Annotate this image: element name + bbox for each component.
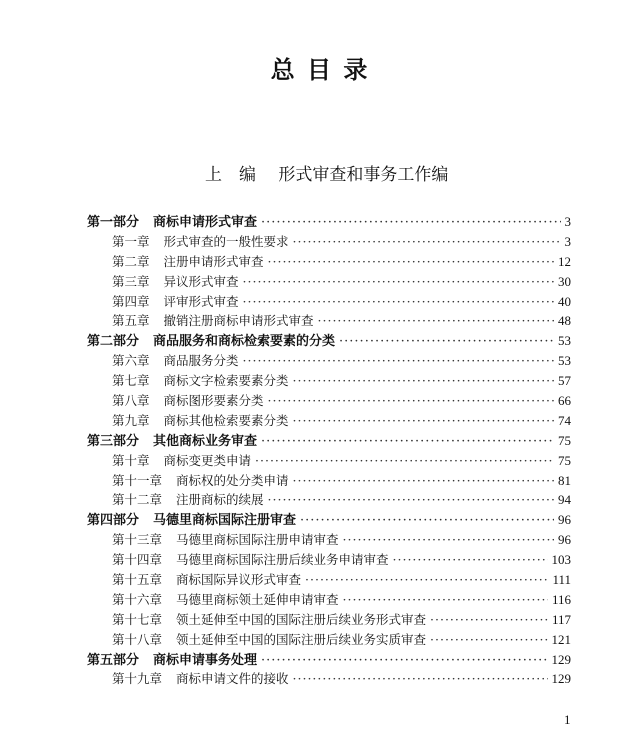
entry-title: 评审形式审查 (163, 293, 239, 309)
entry-number: 第五章 (112, 313, 150, 329)
entry-title: 马德里商标领土延伸申请审查 (176, 591, 339, 607)
entry-title: 商标申请事务处理 (153, 652, 258, 668)
entry-page: 3 (564, 214, 571, 229)
dot-leader (261, 432, 554, 452)
entry-number: 第一部分 (87, 215, 140, 230)
toc-entry-chapter (87, 252, 571, 272)
dot-leader (268, 252, 554, 272)
dot-leader (343, 530, 554, 550)
entry-number: 第十章 (112, 452, 150, 468)
entry-number: 第五部分 (87, 652, 140, 668)
dot-leader (343, 590, 548, 610)
entry-number: 第一章 (112, 233, 150, 249)
dot-leader (268, 391, 554, 411)
entry-number: 第十二章 (112, 492, 163, 508)
dot-leader (243, 272, 554, 292)
entry-page: 96 (558, 532, 571, 548)
dot-leader (268, 490, 554, 510)
entry-title: 领土延伸至中国的国际注册后续业务实质审查 (176, 631, 427, 647)
dot-leader (293, 669, 548, 689)
entry-number: 第十四章 (112, 552, 163, 568)
toc-entry-chapter (87, 311, 571, 331)
toc-entry-part (87, 650, 571, 670)
entry-page: 117 (551, 611, 571, 627)
dot-leader (261, 651, 547, 671)
entry-title: 形式审查的一般性要求 (163, 233, 289, 249)
entry-page: 103 (551, 552, 571, 568)
entry-page: 96 (558, 512, 571, 528)
entry-title: 商品服务和商标检索要素的分类 (153, 334, 336, 350)
entry-title: 商标申请形式审查 (153, 215, 258, 230)
entry-page: 12 (558, 253, 571, 269)
entry-page: 129 (551, 651, 571, 667)
entry-page: 30 (558, 273, 571, 289)
entry-page: 116 (551, 591, 571, 607)
toc-entry-chapter (87, 530, 571, 550)
toc-entry-chapter (87, 351, 571, 371)
table-of-contents (87, 212, 571, 689)
page-title: 总 目 录 (270, 55, 370, 84)
entry-page: 81 (558, 472, 571, 488)
entry-number: 第十八章 (112, 631, 163, 647)
toc-entry-chapter (87, 272, 571, 292)
entry-title: 其他商标业务审查 (153, 433, 258, 449)
entry-title: 商标其他检索要素分类 (163, 412, 289, 428)
dot-leader (305, 570, 548, 590)
entry-number: 第十六章 (112, 591, 163, 607)
entry-page: 57 (558, 373, 571, 389)
toc-entry-chapter (87, 570, 571, 590)
entry-title: 注册商标的续展 (176, 492, 264, 508)
dot-leader (393, 550, 548, 570)
entry-number: 第十五章 (112, 572, 163, 588)
entry-page: 75 (558, 452, 571, 468)
toc-entry-part (87, 331, 571, 351)
entry-page: 53 (558, 353, 571, 369)
entry-number: 第四部分 (87, 513, 140, 529)
entry-page: 66 (558, 393, 571, 409)
toc-entry-chapter (87, 391, 571, 411)
dot-leader (243, 292, 554, 312)
toc-entry-chapter (87, 630, 571, 650)
page-number: 1 (564, 712, 571, 727)
dot-leader (293, 232, 561, 252)
entry-number: 第九章 (112, 412, 150, 428)
toc-entry-chapter (87, 371, 571, 391)
dot-leader (300, 511, 554, 531)
entry-title: 马德里商标国际注册申请审查 (176, 532, 339, 548)
dot-leader (318, 311, 554, 331)
entry-number: 第四章 (112, 293, 150, 309)
entry-number: 第六章 (112, 353, 150, 369)
dot-leader (243, 351, 554, 371)
volume-heading: 上 编 形式审查和事务工作编 (205, 165, 449, 185)
entry-number: 第十七章 (112, 611, 163, 627)
entry-number: 第三章 (112, 273, 150, 289)
entry-title: 商标权的处分类申请 (176, 472, 289, 488)
entry-page: 129 (551, 671, 571, 687)
entry-title: 马德里商标国际注册后续业务申请审查 (176, 552, 389, 568)
entry-title: 异议形式审查 (163, 273, 239, 289)
toc-entry-part (87, 212, 571, 232)
toc-entry-chapter (87, 490, 571, 510)
dot-leader (293, 411, 554, 431)
dot-leader (255, 451, 554, 471)
entry-number: 第二部分 (87, 334, 140, 350)
entry-title: 商标变更类申请 (163, 452, 252, 468)
dot-leader (261, 213, 560, 233)
entry-title: 领土延伸至中国的国际注册后续业务形式审查 (176, 611, 427, 627)
toc-entry-chapter (87, 411, 571, 431)
entry-title: 商标文字检索要素分类 (163, 373, 289, 389)
entry-title: 马德里商标国际注册审查 (153, 513, 297, 529)
entry-page: 40 (558, 293, 571, 309)
toc-entry-part (87, 431, 571, 451)
toc-entry-chapter (87, 471, 571, 491)
entry-page: 48 (558, 313, 571, 329)
entry-page: 74 (558, 412, 571, 428)
entry-page: 53 (558, 333, 571, 349)
toc-entry-chapter (87, 669, 571, 689)
dot-leader (339, 332, 554, 352)
entry-number: 第十九章 (112, 671, 163, 687)
dot-leader (430, 610, 548, 630)
entry-number: 第二章 (112, 253, 150, 269)
entry-number: 第七章 (112, 373, 150, 389)
toc-entry-chapter (87, 610, 571, 630)
toc-entry-chapter (87, 232, 571, 252)
entry-title: 注册申请形式审查 (163, 253, 264, 269)
dot-leader (293, 471, 554, 491)
toc-entry-chapter (87, 590, 571, 610)
dot-leader (430, 630, 547, 650)
entry-title: 商标国际异议形式审查 (176, 572, 302, 588)
entry-page: 94 (558, 492, 571, 508)
dot-leader (293, 371, 554, 391)
toc-entry-chapter (87, 550, 571, 570)
entry-title: 撤销注册商标申请形式审查 (163, 313, 314, 329)
entry-title: 商标图形要素分类 (163, 393, 264, 409)
entry-number: 第十一章 (112, 472, 163, 488)
entry-page: 111 (552, 572, 571, 588)
entry-number: 第十三章 (112, 532, 163, 548)
entry-title: 商标申请文件的接收 (176, 671, 289, 687)
toc-entry-chapter (87, 451, 571, 471)
entry-page: 75 (558, 432, 571, 448)
entry-page: 121 (551, 631, 571, 647)
entry-number: 第八章 (112, 393, 150, 409)
entry-title: 商品服务分类 (163, 353, 239, 369)
entry-number: 第三部分 (87, 433, 140, 449)
entry-page: 3 (564, 233, 571, 249)
toc-entry-part (87, 510, 571, 530)
toc-entry-chapter (87, 292, 571, 312)
